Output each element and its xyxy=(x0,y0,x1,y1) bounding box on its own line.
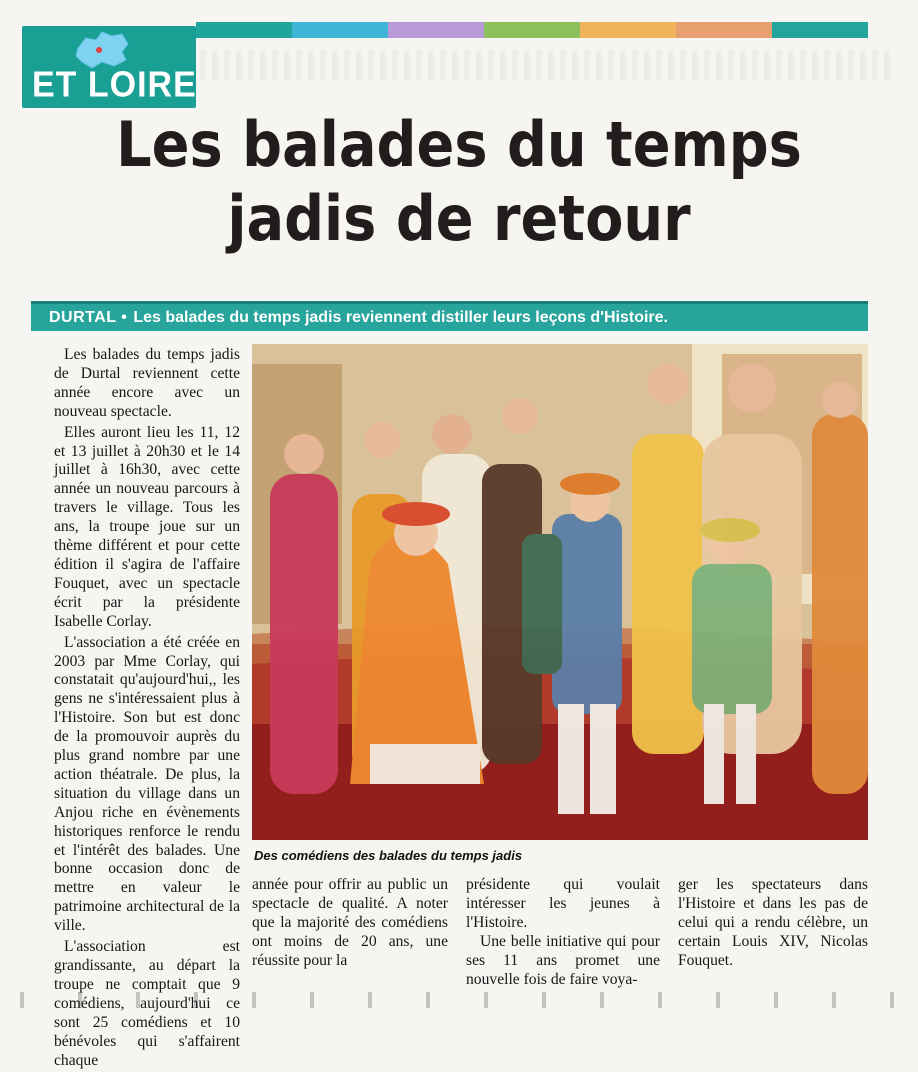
section-header xyxy=(22,26,196,108)
headline xyxy=(0,108,918,256)
subheading-place: DURTAL • xyxy=(49,308,128,326)
article-paragraph: L'association a été créée en 2003 par Mme Corlay, qui constatait qu'aujourd'hui,, les gens ne s'intéressaient plus à l'Histoire. Son but est donc de la promouvoir auprès du plus grand nombre par une action théatrale. De plus, la situation du village dans un Anjou riche en évènements historiques renforce le rendu et l'intérêt des balades. Une bonne occasion donc de mettre en valeur le patrimoine architectural de la ville. xyxy=(54,633,240,935)
bleed-through-texture xyxy=(200,50,890,80)
next-article-bleed xyxy=(20,992,900,1008)
subheading-text: Les balades du temps jadis reviennent distiller leurs leçons d'Histoire. xyxy=(133,308,668,326)
color-band-segment xyxy=(292,22,388,38)
article-paragraph: L'association est grandissante, au départ la troupe ne comptait que 9 comédiens, aujourd'hui ce sont 25 comédiens et 10 bénévoles qui s'affairent chaque xyxy=(54,938,240,1069)
color-band-segment xyxy=(676,22,772,38)
article-paragraph: Elles auront lieu les 11, 12 et 13 juillet à 20h30 et le 14 juillet à 16h30, avec cette année un nouveau parcours à travers le village. Tous les ans, la troupe joue sur un thème différent et pour cette édition il s'agira de l'affaire Fouquet, avec un spectacle écrit par la présidente Isabelle Corlay. xyxy=(54,423,240,630)
subheading-bar xyxy=(31,301,868,331)
section-color-band xyxy=(196,22,868,38)
article-column-2 xyxy=(252,876,448,971)
headline-line-1: Les balades du temps xyxy=(116,108,802,181)
headline-line-2: jadis de retour xyxy=(227,182,691,255)
color-band-segment xyxy=(484,22,580,38)
article-paragraph: Une belle initiative qui pour ses 11 ans promet une nouvelle fois de faire voya- xyxy=(466,932,660,988)
color-band-segment xyxy=(772,22,868,38)
article-paragraph: année pour offrir au public un spectacle de qualité. A noter que la majorité des comédiens ont moins de 20 ans, une réussite pour la xyxy=(252,876,448,969)
section-label: ET LOIRE xyxy=(32,65,197,105)
color-band-segment xyxy=(388,22,484,38)
article-paragraph: Les balades du temps jadis de Durtal reviennent cette année encore avec un nouveau spectacle. xyxy=(54,346,240,420)
color-band-segment xyxy=(580,22,676,38)
color-band-segment xyxy=(196,22,292,38)
article-paragraph: ger les spectateurs dans l'Histoire et dans les pas de celui qui a rendu célèbre, un certain Louis XIV, Nicolas Fouquet. xyxy=(678,876,868,969)
article-column-3 xyxy=(466,876,660,989)
article-column-left xyxy=(54,346,240,1072)
article-column-4 xyxy=(678,876,868,971)
performers-photo xyxy=(252,344,868,840)
region-map-icon xyxy=(72,30,130,70)
photo-caption: Des comédiens des balades du temps jadis xyxy=(254,848,523,863)
article-paragraph: présidente qui voulait intéresser les jeunes à l'Histoire. xyxy=(466,876,660,931)
article-photo xyxy=(252,344,868,840)
